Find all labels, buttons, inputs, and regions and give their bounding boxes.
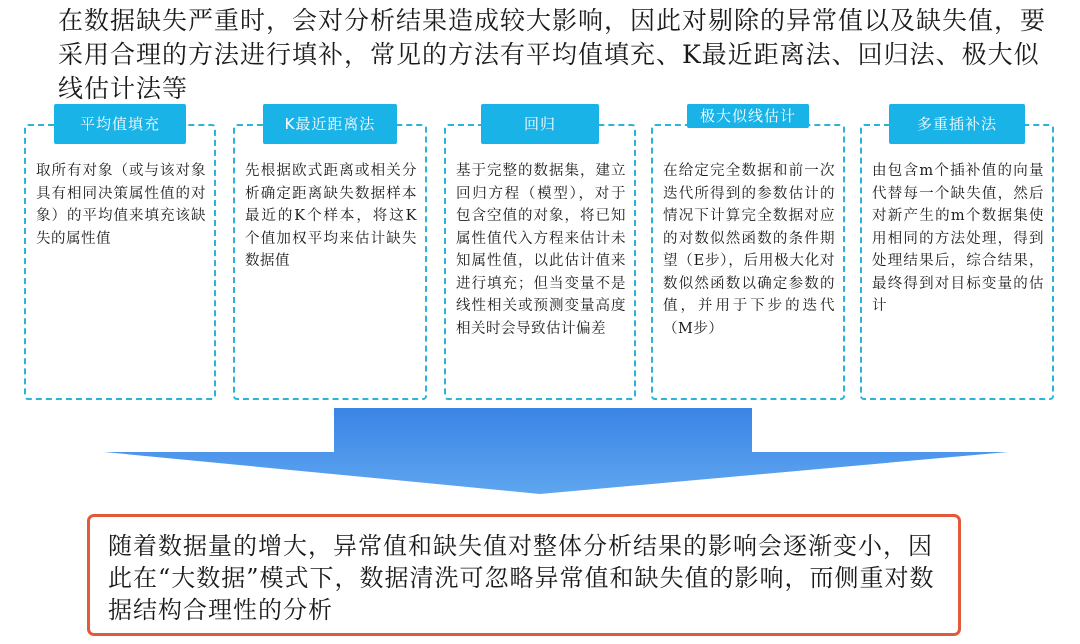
method-body-regression: 基于完整的数据集，建立回归方程（模型），对于包含空值的对象，将已知属性值代入方程来估计未知属性值，以此估计值来进行填充；但当变量不是线性相关或预测变量高度相关时会导致估计偏差 xyxy=(456,163,626,337)
intro-paragraph: 在数据缺失严重时，会对分析结果造成较大影响，因此对剔除的异常值以及缺失值，要采用合理的方法进行填补，常见的方法有平均值填充、K最近距离法、回归法、极大似线估计法等 xyxy=(58,6,1047,103)
method-label-mean: 平均值填充 xyxy=(54,104,186,144)
method-body-mle: 在给定完全数据和前一次迭代所得到的参数估计的情况下计算完全数据对应的对数似然函数的条件期望（E步），后用极大化对数似然函数以确定参数的值，并用于下步的迭代（M步） xyxy=(663,163,835,337)
method-label-knn: K最近距离法 xyxy=(263,104,397,144)
method-body-knn: 先根据欧式距离或相关分析确定距离缺失数据样本最近的K个样本，将这K个值加权平均来估计缺失数据值 xyxy=(245,163,417,269)
method-label-multiple-imputation: 多重插补法 xyxy=(889,104,1025,144)
method-label-mle: 极大似线估计 xyxy=(687,104,809,128)
conclusion-box: 随着数据量的增大，异常值和缺失值对整体分析结果的影响会逐渐变小，因此在“大数据”模式下，数据清洗可忽略异常值和缺失值的影响，而侧重对数据结构合理性的分析 xyxy=(87,514,961,636)
method-body-mean: 取所有对象（或与该对象具有相同决策属性值的对象）的平均值来填充该缺失的属性值 xyxy=(36,163,206,247)
arrow-shape xyxy=(104,408,1008,494)
method-body-multiple-imputation: 由包含m个插补值的向量代替每一个缺失值，然后对新产生的m个数据集使用相同的方法处理，得到处理结果后，综合结果，最终得到对目标变量的估计 xyxy=(872,163,1044,314)
method-label-regression: 回归 xyxy=(481,104,599,144)
